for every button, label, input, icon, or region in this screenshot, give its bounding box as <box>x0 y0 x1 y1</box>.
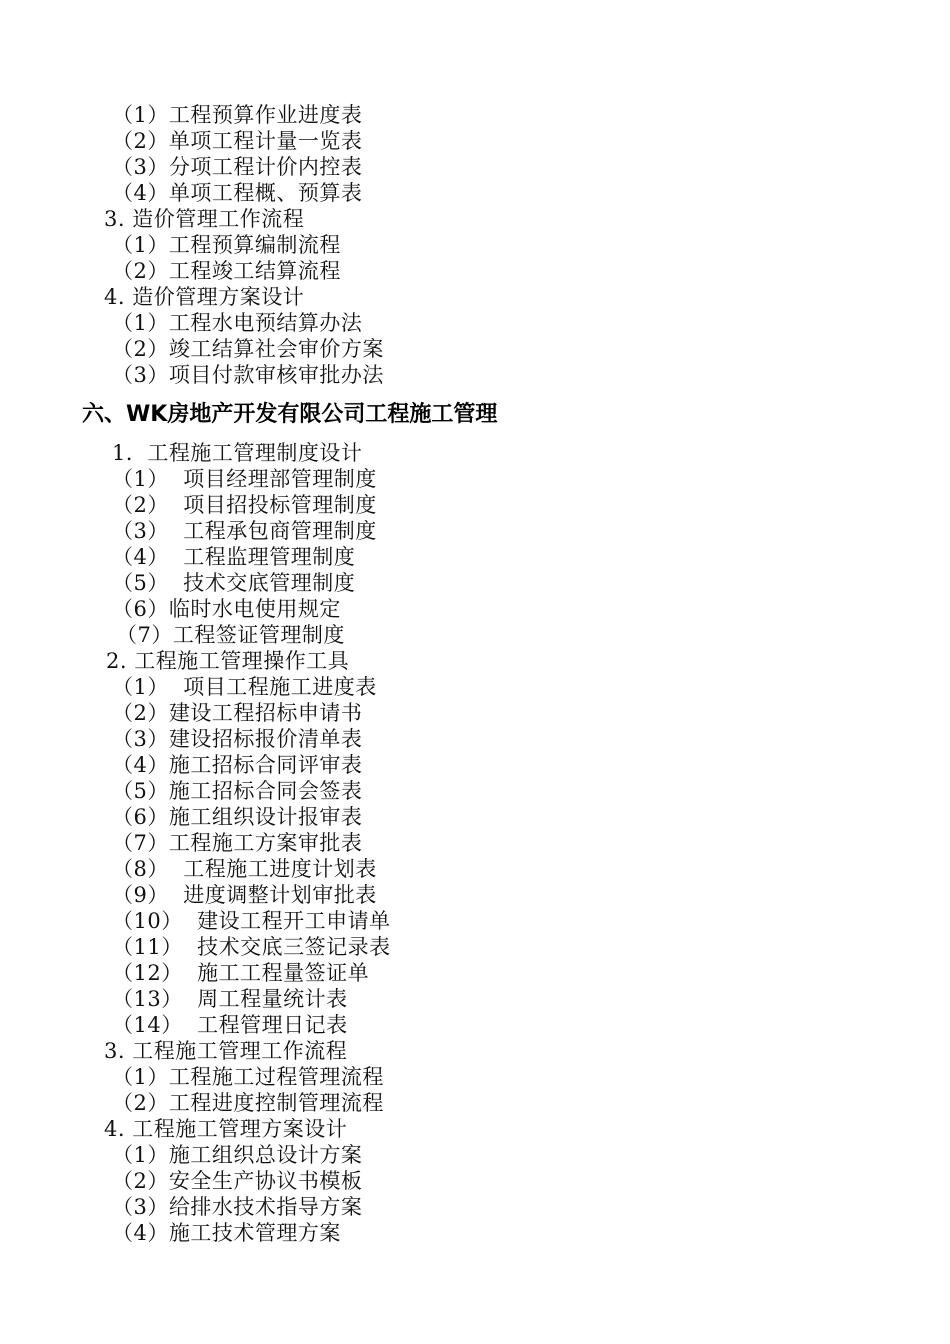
list-item: （1） 项目经理部管理制度 <box>112 467 377 491</box>
subsection-title: 4. 工程施工管理方案设计 <box>104 1117 348 1141</box>
list-item: （1）工程预算作业进度表 <box>112 103 363 127</box>
list-item: （3）项目付款审核审批办法 <box>112 363 384 387</box>
list-item: （2） 项目招投标管理制度 <box>112 493 377 517</box>
list-item: （2）单项工程计量一览表 <box>112 129 363 153</box>
subsection-title: 4. 造价管理方案设计 <box>104 285 305 309</box>
list-item: （3） 工程承包商管理制度 <box>112 519 377 543</box>
list-item: （1）工程预算编制流程 <box>112 233 341 257</box>
list-item: （7）工程签证管理制度 <box>116 623 345 647</box>
list-item: （12） 施工工程量签证单 <box>112 961 370 985</box>
list-item: （10） 建设工程开工申请单 <box>112 909 391 933</box>
list-item: （14） 工程管理日记表 <box>112 1013 348 1037</box>
list-item: （4）单项工程概、预算表 <box>112 181 363 205</box>
list-item: （2）建设工程招标申请书 <box>112 701 363 725</box>
list-item: （4）施工技术管理方案 <box>112 1221 341 1245</box>
section-heading: 六、WK房地产开发有限公司工程施工管理 <box>82 402 498 427</box>
list-item: （13） 周工程量统计表 <box>112 987 348 1011</box>
list-item: （8） 工程施工进度计划表 <box>112 857 377 881</box>
subsection-title: 3. 造价管理工作流程 <box>104 207 305 231</box>
list-item: （2）竣工结算社会审价方案 <box>112 337 384 361</box>
list-item: （5） 技术交底管理制度 <box>112 571 356 595</box>
list-item: （1）工程水电预结算办法 <box>112 311 363 335</box>
list-item: （7）工程施工方案审批表 <box>112 831 363 855</box>
list-item: （3）给排水技术指导方案 <box>112 1195 363 1219</box>
list-item: （2）安全生产协议书模板 <box>112 1169 363 1193</box>
subsection-title: 1．工程施工管理制度设计 <box>112 441 363 465</box>
list-item: （1）施工组织总设计方案 <box>112 1143 363 1167</box>
list-item: （2）工程进度控制管理流程 <box>112 1091 384 1115</box>
list-item: （2）工程竣工结算流程 <box>112 259 341 283</box>
list-item: （5）施工招标合同会签表 <box>112 779 363 803</box>
list-item: （3）建设招标报价清单表 <box>112 727 363 751</box>
list-item: （4） 工程监理管理制度 <box>112 545 356 569</box>
list-item: （6）临时水电使用规定 <box>112 597 341 621</box>
list-item: （1） 项目工程施工进度表 <box>112 675 377 699</box>
list-item: （3）分项工程计价内控表 <box>112 155 363 179</box>
subsection-title: 3. 工程施工管理工作流程 <box>104 1039 348 1063</box>
list-item: （4）施工招标合同评审表 <box>112 753 363 777</box>
list-item: （1）工程施工过程管理流程 <box>112 1065 384 1089</box>
list-item: （9） 进度调整计划审批表 <box>112 883 377 907</box>
subsection-title: 2. 工程施工管理操作工具 <box>106 649 350 673</box>
list-item: （6）施工组织设计报审表 <box>112 805 363 829</box>
list-item: （11） 技术交底三签记录表 <box>112 935 391 959</box>
